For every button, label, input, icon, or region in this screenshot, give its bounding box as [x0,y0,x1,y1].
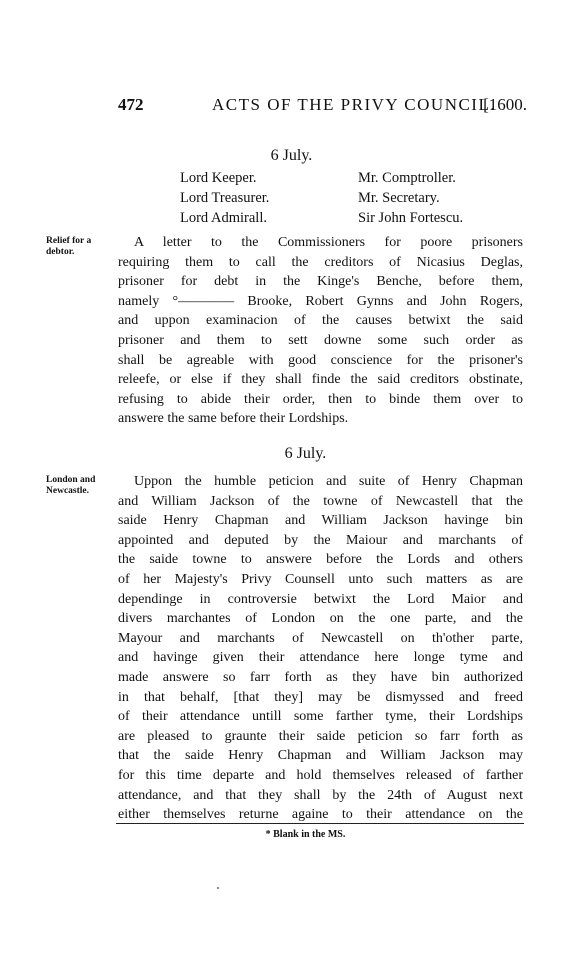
attendees-list [180,170,520,230]
paragraph-line: prisoner for debt in the Kinge's Benche, before them, [118,274,523,290]
margin-note-london [46,475,110,497]
paragraph-line: of her Majesty's Privy Counsell unto such matters as are [118,571,523,587]
paragraph-line: that the saide Henry Chapman and William Jackson may [118,748,523,764]
attendee: Lord Treasurer. [180,190,270,206]
paragraph-line: of their attendance untill some farther tyme, their Lordships [118,709,523,725]
meeting-date: 6 July. [270,147,313,164]
entry-paragraph-relief [118,233,523,429]
paragraph-line: appointed and deputed by the Maiour and marchants of [118,532,523,548]
margin-note-line: Newcastle. [46,486,89,496]
paragraph-line: are pleased to graunte their saide peticion so farr forth as [118,728,523,744]
paragraph-line: A letter to the Commissioners for poore prisoners [134,235,523,250]
paragraph-line: either themselves returne againe to their attendance on the [118,807,523,823]
margin-note-relief [46,236,110,258]
paragraph-line: releefe, or else if they shall finde the said creditors obstinate, [118,372,523,388]
paragraph-line: divers marchantes of London on the one parte, and the [118,611,523,627]
paragraph-line: and William Jackson of the towne of Newcastell that the [118,493,523,509]
entry-paragraph-london [118,472,523,825]
year-marker: [1600. [483,95,527,114]
paragraph-line: and havinge given their attendance here longe tyme and [118,650,523,666]
attendees-row [180,190,520,210]
attendee: Lord Keeper. [180,170,257,186]
paragraph-line: namely °———— Brooke, Robert Gynns and John Rogers, [118,293,523,309]
page-header [118,95,527,119]
attendee: Sir John Fortescu. [358,210,464,226]
paragraph-line: Mayour and marchants of Newcastell on th'other parte, [118,630,523,646]
running-title: ACTS OF THE PRIVY COUNCIL. [212,95,497,114]
paragraph-line: requiring them to call the creditors of Nicasius Deglas, [118,254,523,270]
attendees-row [180,210,520,230]
paragraph-line: shall be agreable with good conscience for the prisoner's [118,352,523,368]
margin-note-line: debtor. [46,247,75,257]
paragraph-line: in that behalf, [that they] may be dismyssed and freed [118,689,523,705]
paragraph-line: refusing to abide their order, then to binde them over to [118,391,523,407]
meeting-date: 6 July. [284,445,327,462]
paragraph-line: saide Henry Chapman and William Jackson havinge bin [118,513,523,529]
paragraph-line: the saide towne to answere before the Lords and others [118,552,523,568]
attendee: Mr. Secretary. [358,190,440,206]
print-speck [217,887,219,889]
paragraph-line: prisoner and them to sett downe some such order as [118,332,523,348]
paragraph-line: Uppon the humble peticion and suite of Henry Chapman [134,474,523,489]
paragraph-line: answere the same before their Lordships. [118,411,349,427]
attendee: Lord Admirall. [180,210,267,226]
paragraph-line: and uppon examinacion of the causes betwixt the said [118,313,523,329]
paragraph-line: attendance, and that they shall by the 24th of August next [118,787,523,803]
paragraph-line: for this time departe and hold themselves released of farther [118,767,523,783]
margin-note-line: Relief for a [46,236,92,246]
paragraph-line: dependinge in controversie betwixt the Lord Maior and [118,591,523,607]
attendees-row [180,170,520,190]
footnote: * Blank in the MS. [265,829,346,840]
footnote-divider [116,823,524,824]
paragraph-line: made answere so farr forth as they have bin authorized [118,669,523,685]
margin-note-line: London and [46,475,96,485]
attendee: Mr. Comptroller. [358,170,456,186]
page-number: 472 [118,95,144,114]
